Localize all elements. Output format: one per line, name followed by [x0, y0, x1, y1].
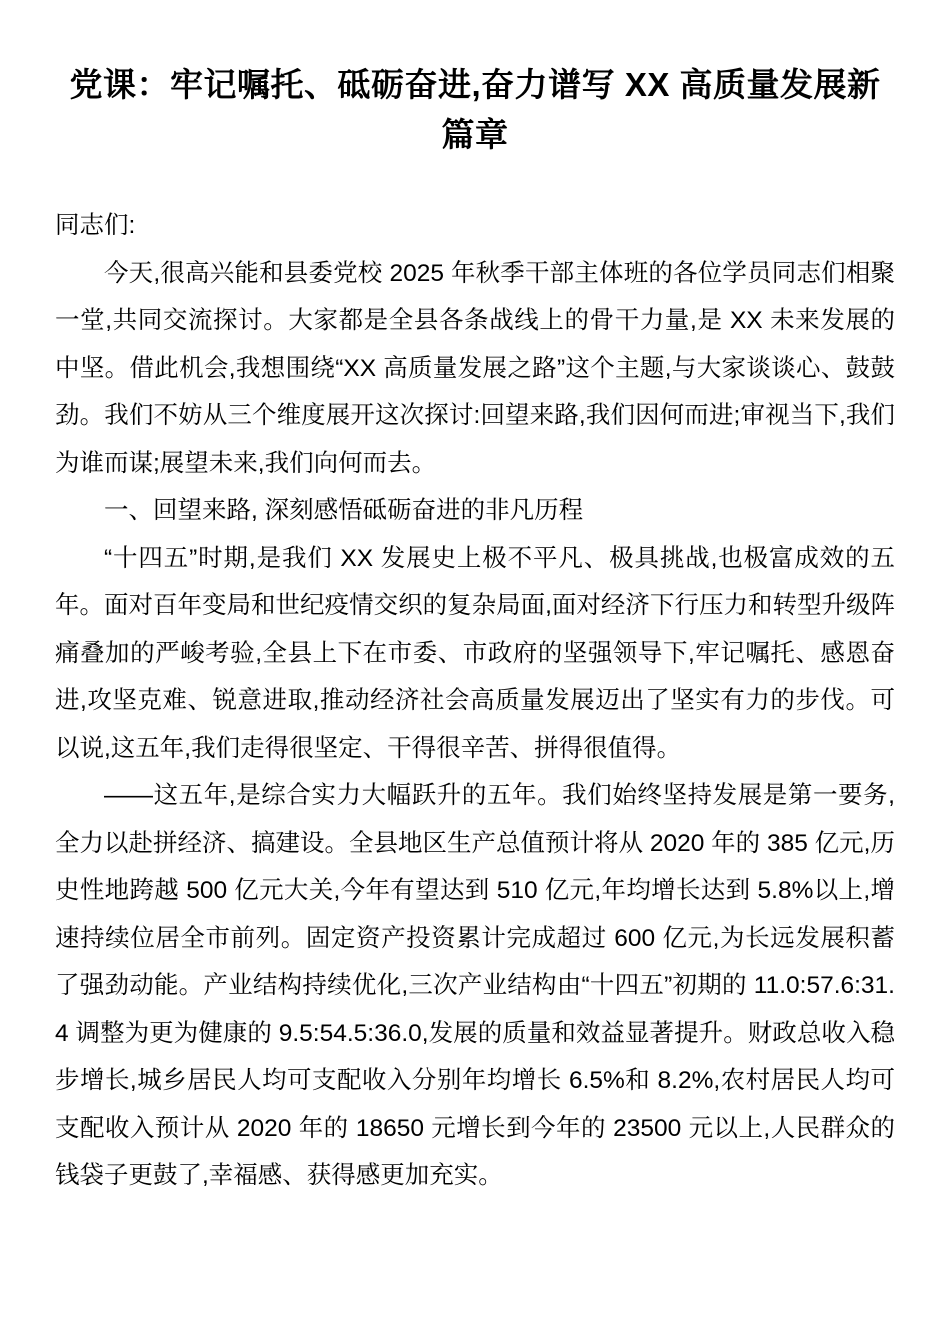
paragraph-section1-1: “十四五”时期,是我们 XX 发展史上极不平凡、极具挑战,也极富成效的五年。面对百年变局和世纪疫情交织的复杂局面,面对经济下行压力和转型升级阵痛叠加的严峻考验,全县上下在市委、市政府的坚强领导下,牢记嘱托、感恩奋进,攻坚克难、锐意进取,推动经济社会高质量发展迈出了坚实有力的步伐。可以说,这五年,我们走得很坚定、干得很辛苦、拼得很值得。 [55, 544, 895, 762]
page-title: 党课：牢记嘱托、砥砺奋进,奋力谱写 XX 高质量发展新篇章 [69, 66, 881, 153]
section-heading-1: 一、回望来路, 深刻感悟砥砺奋进的非凡历程 [104, 497, 584, 524]
paragraph-opening: 今天,很高兴能和县委党校 2025 年秋季干部主体班的各位学员同志们相聚一堂,共同交流探讨。大家都是全县各条战线上的骨干力量,是 XX 未来发展的中坚。借此机会,我想围绕“XX 高质量发展之路”这个主题,与大家谈谈心、鼓鼓劲。我们不妨从三个维度展开这次探讨:回望来路,我们因何而进;审视当下,我们为谁而谋;展望未来,我们向何而去。 [55, 259, 895, 477]
salutation: 同志们: [55, 212, 136, 239]
document-body [55, 202, 895, 1200]
paragraph-section1-2: ——这五年,是综合实力大幅跃升的五年。我们始终坚持发展是第一要务,全力以赴拼经济、搞建设。全县地区生产总值预计将从 2020 年的 385 亿元,历史性地跨越 500 亿元大关,今年有望达到 510 亿元,年均增长达到 5.8%以上,增速持续位居全市前列。固定资产投资累计完成超过 600 亿元,为长远发展积蓄了强劲动能。产业结构持续优化,三次产业结构由“十四五”初期的 11.0:57.6:31.4 调整为更为健康的 9.5:54.5:36.0,发展的质量和效益显著提升。财政总收入稳步增长,城乡居民人均可支配收入分别年均增长 6.5%和 8.2%,农村居民人均可支配收入预计从 2020 年的 18650 元增长到今年的 23500 元以上,人民群众的钱袋子更鼓了,幸福感、获得感更加充实。 [55, 782, 895, 1189]
